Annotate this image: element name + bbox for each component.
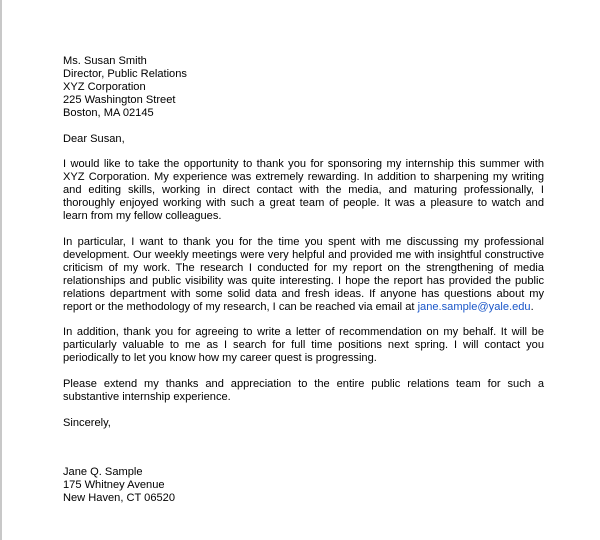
recipient-city-line: Boston, MA 02145 (63, 106, 154, 119)
letter-body (63, 55, 544, 505)
page-edge-divider (0, 0, 2, 540)
recipient-title: Director, Public Relations (63, 67, 187, 80)
sender-street: 175 Whitney Avenue (63, 478, 165, 491)
sender-name: Jane Q. Sample (63, 465, 143, 478)
paragraph-development-end: . (530, 300, 534, 313)
sender-city-line: New Haven, CT 06520 (63, 491, 176, 504)
recipient-company: XYZ Corporation (63, 80, 146, 93)
email-link[interactable]: jane.sample@yale.edu (417, 300, 531, 313)
paragraph-development-text: In particular, I want to thank you for the time you spent with me discussing my professional development. Our weekly meetings were very helpful and provided me with insightful constructive criticism of my work. The research I conducted for my report on the strengthening of media relationships and public visibility was quite interesting. I hope the report has provided the public relations department with some solid data and fresh ideas. If anyone has questions about my report or the methodology of my research, I can be reached via email at (63, 235, 544, 313)
recipient-name: Ms. Susan Smith (63, 55, 147, 67)
recipient-street: 225 Washington Street (63, 93, 176, 106)
salutation: Dear Susan, (63, 132, 125, 145)
recipient-address-block (63, 55, 544, 120)
sender-address-block (63, 466, 544, 505)
paragraph-appreciation: Please extend my thanks and appreciation to the entire public relations team for such a substantive internship experience. (63, 378, 544, 404)
paragraph-thanks: I would like to take the opportunity to thank you for sponsoring my internship this summer with XYZ Corporation. My experience was extremely rewarding. In addition to sharpening my writing and editing skills, working in direct contact with the media, and maturing professionally, I thoroughly enjoyed working with such a great team of people. It was a pleasure to watch and learn from my fellow colleagues. (63, 158, 544, 223)
paragraph-recommendation: In addition, thank you for agreeing to write a letter of recommendation on my behalf. It will be particularly valuable to me as I search for full time positions next spring. I will contact you periodically to let you know how my career quest is progressing. (63, 326, 544, 365)
closing: Sincerely, (63, 416, 111, 429)
paragraph-development (63, 236, 544, 313)
